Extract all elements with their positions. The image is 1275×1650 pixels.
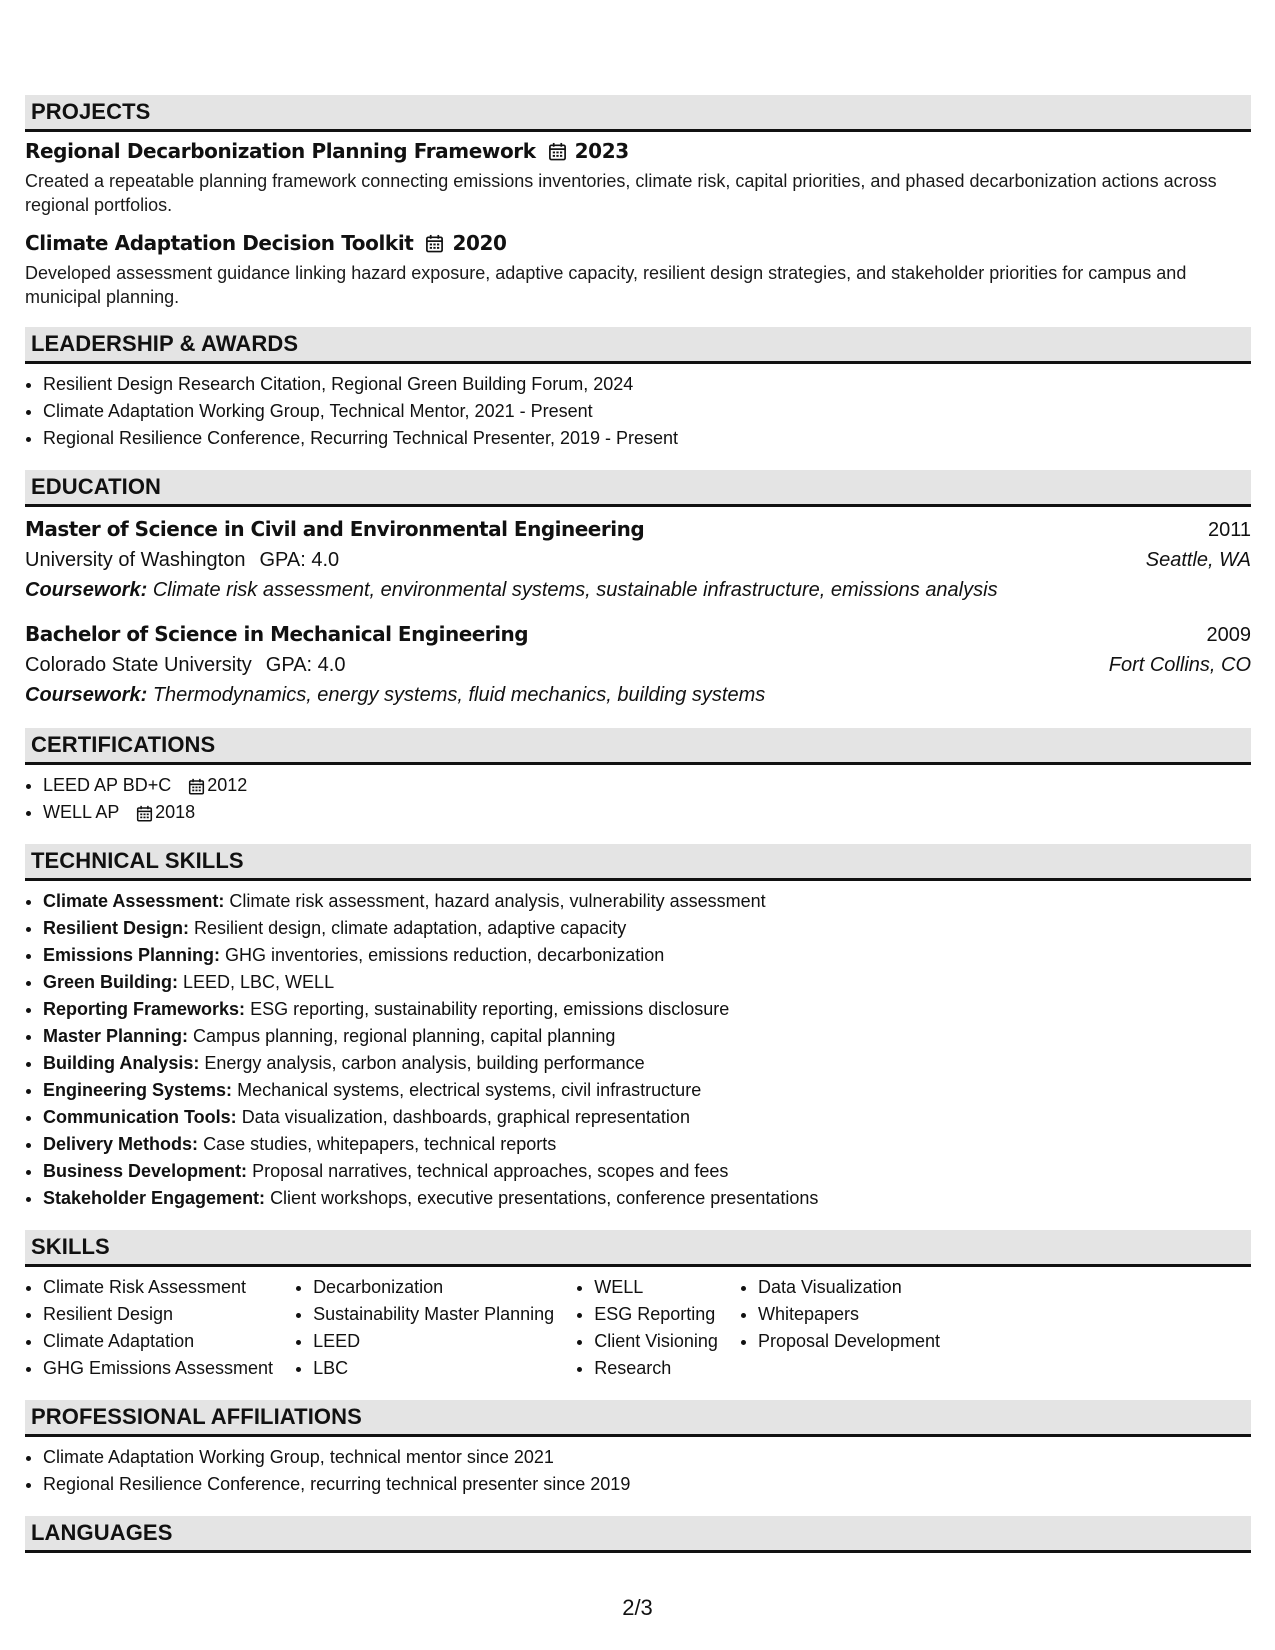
skills-section xyxy=(25,1230,1251,1382)
degree-title: Bachelor of Science in Mechanical Engineering xyxy=(25,622,529,646)
education-section xyxy=(25,470,1251,710)
coursework-text: Thermodynamics, energy systems, fluid mechanics, building systems xyxy=(152,684,766,706)
section-heading: PROFESSIONAL AFFILIATIONS xyxy=(25,1400,1251,1437)
skill-category: Communication Tools: xyxy=(43,1107,237,1127)
school-name: Colorado State University xyxy=(25,654,252,676)
skill-category: Emissions Planning: xyxy=(43,945,221,965)
skill-text: Proposal narratives, technical approaches, scopes and fees xyxy=(252,1161,729,1181)
affiliations-section xyxy=(25,1400,1251,1498)
skill-category: Reporting Frameworks: xyxy=(43,999,246,1019)
skill-item: • Climate Risk Assessment xyxy=(43,1274,273,1301)
skills-column xyxy=(576,1274,718,1382)
skill-text: Mechanical systems, electrical systems, civil infrastructure xyxy=(237,1080,702,1100)
section-heading: EDUCATION xyxy=(25,470,1251,507)
calendar-icon xyxy=(188,778,205,795)
languages-section xyxy=(25,1516,1251,1553)
skill-item: • Research xyxy=(594,1355,718,1382)
project-title: Regional Decarbonization Planning Framework xyxy=(25,139,536,163)
calendar-icon xyxy=(425,234,444,253)
certification-item xyxy=(43,772,1251,799)
skill-category: Building Analysis: xyxy=(43,1053,200,1073)
page-number: 2/3 xyxy=(622,1595,653,1620)
list-item xyxy=(43,1023,1251,1050)
skill-text: LEED, LBC, WELL xyxy=(183,972,335,992)
skill-category: Green Building: xyxy=(43,972,178,992)
leadership-section xyxy=(25,327,1251,452)
coursework-label: Coursework: xyxy=(25,684,148,706)
project-title: Climate Adaptation Decision Toolkit xyxy=(25,231,414,255)
skill-category: Master Planning: xyxy=(43,1026,189,1046)
calendar-icon xyxy=(136,805,153,822)
skill-item: • ESG Reporting xyxy=(594,1301,718,1328)
gpa: GPA: 4.0 xyxy=(259,549,340,571)
graduation-year: 2009 xyxy=(1206,624,1251,646)
technical-skills-section xyxy=(25,844,1251,1212)
skill-text: ESG reporting, sustainability reporting, emissions disclosure xyxy=(250,999,730,1019)
certifications-section xyxy=(25,728,1251,826)
section-heading: TECHNICAL SKILLS xyxy=(25,844,1251,881)
certification-year: 2018 xyxy=(155,802,196,822)
list-item: • Resilient Design Research Citation, Regional Green Building Forum, 2024 xyxy=(43,371,1251,398)
skill-text: Campus planning, regional planning, capital planning xyxy=(193,1026,616,1046)
certification-name: WELL AP xyxy=(43,802,120,822)
skill-text: Climate risk assessment, hazard analysis, vulnerability assessment xyxy=(229,891,766,911)
education-item xyxy=(25,619,1251,710)
skill-category: Resilient Design: xyxy=(43,918,190,938)
skill-text: Data visualization, dashboards, graphical representation xyxy=(241,1107,690,1127)
skill-category: Stakeholder Engagement: xyxy=(43,1188,266,1208)
skills-column xyxy=(740,1274,940,1382)
project-year: 2023 xyxy=(574,139,629,163)
list-item xyxy=(43,888,1251,915)
skill-text: GHG inventories, emissions reduction, decarbonization xyxy=(225,945,665,965)
skill-category: Delivery Methods: xyxy=(43,1134,199,1154)
skill-text: Case studies, whitepapers, technical reports xyxy=(203,1134,557,1154)
skill-item: • WELL xyxy=(594,1274,718,1301)
skill-item: • LEED xyxy=(313,1328,554,1355)
certification-name: LEED AP BD+C xyxy=(43,775,172,795)
list-item xyxy=(43,915,1251,942)
calendar-icon xyxy=(548,142,567,161)
skill-item: • Proposal Development xyxy=(758,1328,940,1355)
skill-item: • Decarbonization xyxy=(313,1274,554,1301)
section-heading: SKILLS xyxy=(25,1230,1251,1267)
skill-item: • Climate Adaptation xyxy=(43,1328,273,1355)
certification-year: 2012 xyxy=(207,775,248,795)
skill-item: • Whitepapers xyxy=(758,1301,940,1328)
skill-item: • Sustainability Master Planning xyxy=(313,1301,554,1328)
coursework-label: Coursework: xyxy=(25,579,148,601)
skill-item: • Data Visualization xyxy=(758,1274,940,1301)
skills-column xyxy=(295,1274,554,1382)
skill-text: Resilient design, climate adaptation, adaptive capacity xyxy=(194,918,627,938)
skill-text: Energy analysis, carbon analysis, building performance xyxy=(204,1053,645,1073)
skill-category: Climate Assessment: xyxy=(43,891,225,911)
coursework-text: Climate risk assessment, environmental systems, sustainable infrastructure, emissions analysis xyxy=(152,579,998,601)
skill-category: Engineering Systems: xyxy=(43,1080,233,1100)
skill-item: • GHG Emissions Assessment xyxy=(43,1355,273,1382)
skill-item: • Client Visioning xyxy=(594,1328,718,1355)
list-item xyxy=(43,969,1251,996)
skill-item: • Resilient Design xyxy=(43,1301,273,1328)
education-item xyxy=(25,514,1251,605)
project-year: 2020 xyxy=(452,231,507,255)
certification-item xyxy=(43,799,1251,826)
resume-page xyxy=(25,95,1251,1571)
list-item xyxy=(43,1077,1251,1104)
skill-category: Business Development: xyxy=(43,1161,248,1181)
list-item xyxy=(43,1104,1251,1131)
school-location: Seattle, WA xyxy=(1145,549,1251,571)
school-name: University of Washington xyxy=(25,549,246,571)
section-heading: PROJECTS xyxy=(25,95,1251,132)
degree-title: Master of Science in Civil and Environmental Engineering xyxy=(25,517,645,541)
list-item: • Regional Resilience Conference, recurring technical presenter since 2019 xyxy=(43,1471,1251,1498)
school-location: Fort Collins, CO xyxy=(1108,654,1251,676)
project-description: Developed assessment guidance linking hazard exposure, adaptive capacity, resilient design strategies, and stakeholder priorities for campus and municipal planning. xyxy=(25,263,1187,307)
list-item xyxy=(43,1131,1251,1158)
project-item xyxy=(25,139,1251,217)
gpa: GPA: 4.0 xyxy=(265,654,346,676)
section-heading: LANGUAGES xyxy=(25,1516,1251,1553)
list-item xyxy=(43,1158,1251,1185)
project-item xyxy=(25,231,1251,309)
skill-item: • LBC xyxy=(313,1355,554,1382)
projects-section xyxy=(25,95,1251,309)
section-heading: CERTIFICATIONS xyxy=(25,728,1251,765)
project-description: Created a repeatable planning framework connecting emissions inventories, climate risk, capital priorities, and phased decarbonization actions across regional portfolios. xyxy=(25,171,1217,215)
skills-column xyxy=(25,1274,273,1382)
list-item xyxy=(43,996,1251,1023)
section-heading: LEADERSHIP & AWARDS xyxy=(25,327,1251,364)
list-item xyxy=(43,942,1251,969)
list-item: • Regional Resilience Conference, Recurring Technical Presenter, 2019 - Present xyxy=(43,425,1251,452)
list-item xyxy=(43,1185,1251,1212)
list-item: • Climate Adaptation Working Group, technical mentor since 2021 xyxy=(43,1444,1251,1471)
skill-text: Client workshops, executive presentations, conference presentations xyxy=(270,1188,819,1208)
graduation-year: 2011 xyxy=(1207,519,1251,541)
list-item: • Climate Adaptation Working Group, Technical Mentor, 2021 - Present xyxy=(43,398,1251,425)
list-item xyxy=(43,1050,1251,1077)
